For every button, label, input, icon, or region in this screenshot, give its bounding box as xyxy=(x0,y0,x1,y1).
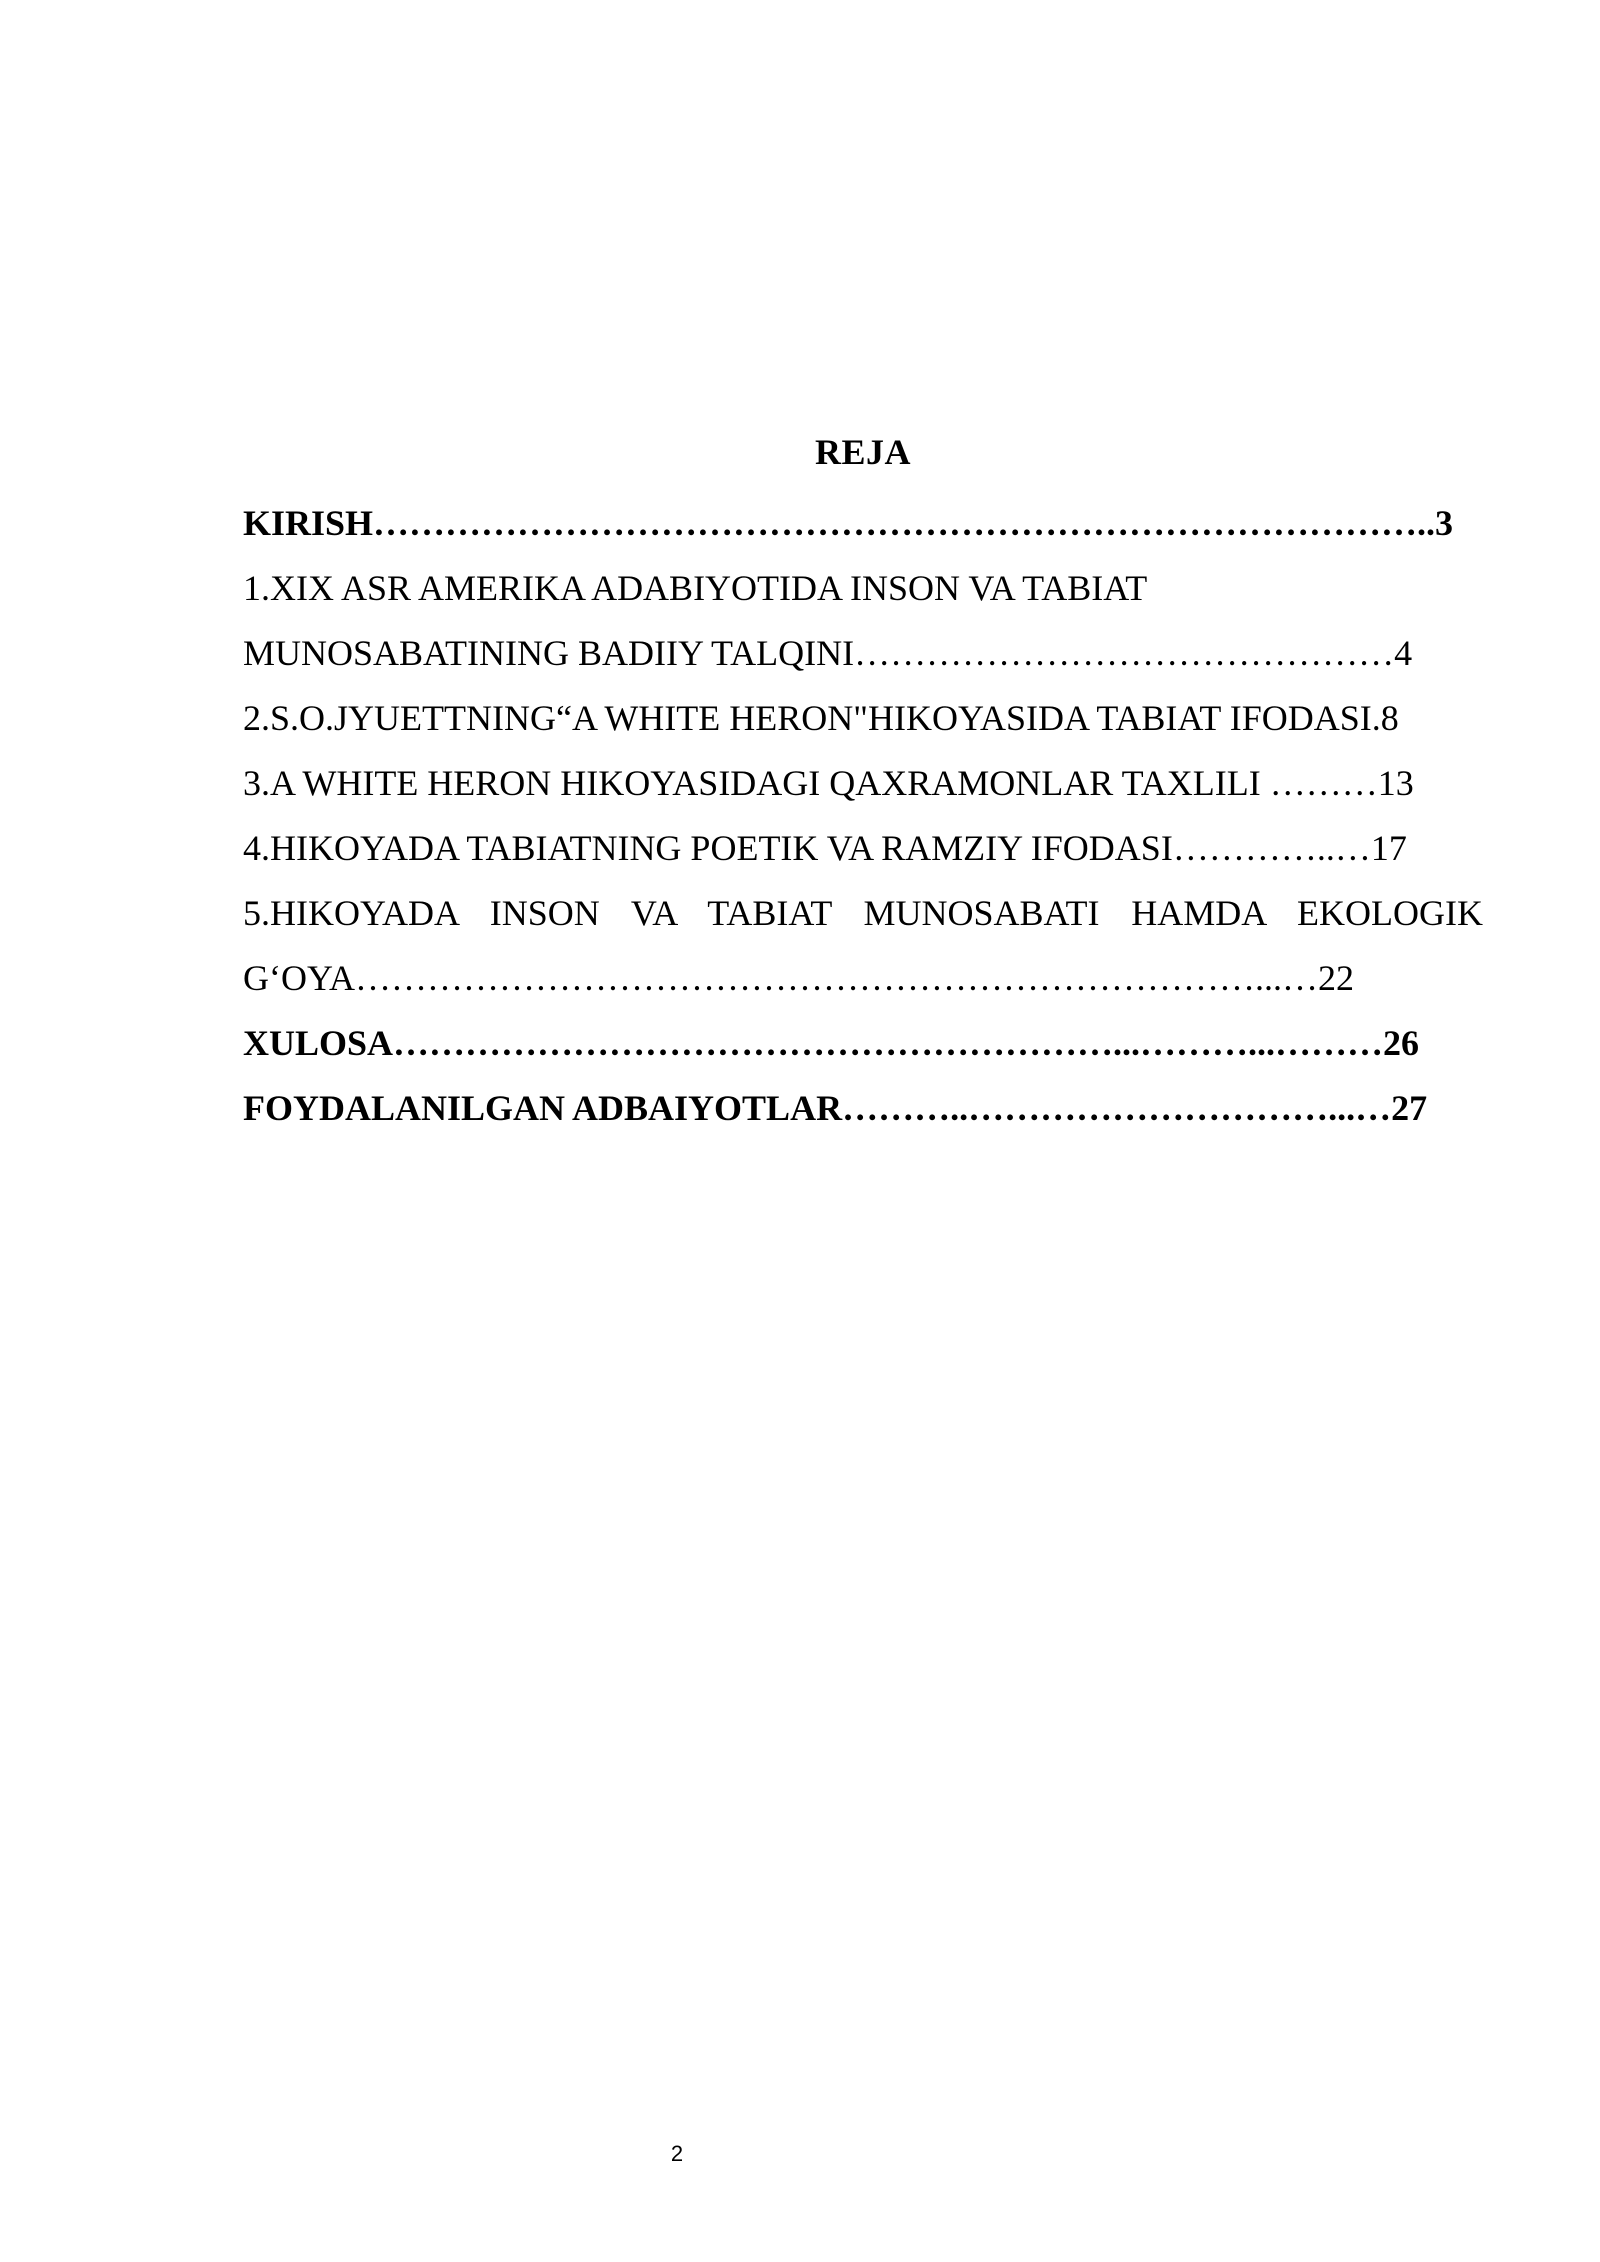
toc-entry-xulosa: XULOSA……………………………………………………...………...………26 xyxy=(243,1023,1420,1063)
toc-entry-chapter-2: 2.S.O.JYUETTNING“A WHITE HERON"HIKOYASIDA TABIAT IFODASI.8 xyxy=(243,698,1399,738)
page-number: 2 xyxy=(670,2141,684,2166)
toc-entry-chapter-1-line-2: MUNOSABATINING BADIIY TALQINI………………………………………4 xyxy=(243,633,1413,673)
toc-entry-chapter-5-line-1: 5.HIKOYADA INSON VA TABIAT MUNOSABATI HAMDA EKOLOGIK xyxy=(243,893,1483,933)
toc-entry-references: FOYDALANILGAN ADBAIYOTLAR………..…………………………...…27 xyxy=(243,1088,1428,1128)
table-of-contents xyxy=(243,425,1483,1141)
toc-entry-chapter-1-line-1: 1.XIX ASR AMERIKA ADABIYOTIDA INSON VA TABIAT xyxy=(243,568,1148,608)
toc-title: REJA xyxy=(814,432,911,472)
toc-entry-chapter-3: 3.A WHITE HERON HIKOYASIDAGI QAXRAMONLAR TAXLILI ………13 xyxy=(243,763,1414,803)
toc-entry-kirish: KIRISH……………………………………………………………………………..3 xyxy=(243,503,1454,543)
toc-entry-chapter-5-line-2: G‘OYA…………………………………………………………………...…22 xyxy=(243,958,1354,998)
toc-entry-chapter-4: 4.HIKOYADA TABIATNING POETIK VA RAMZIY IFODASI…………..…17 xyxy=(243,828,1407,868)
